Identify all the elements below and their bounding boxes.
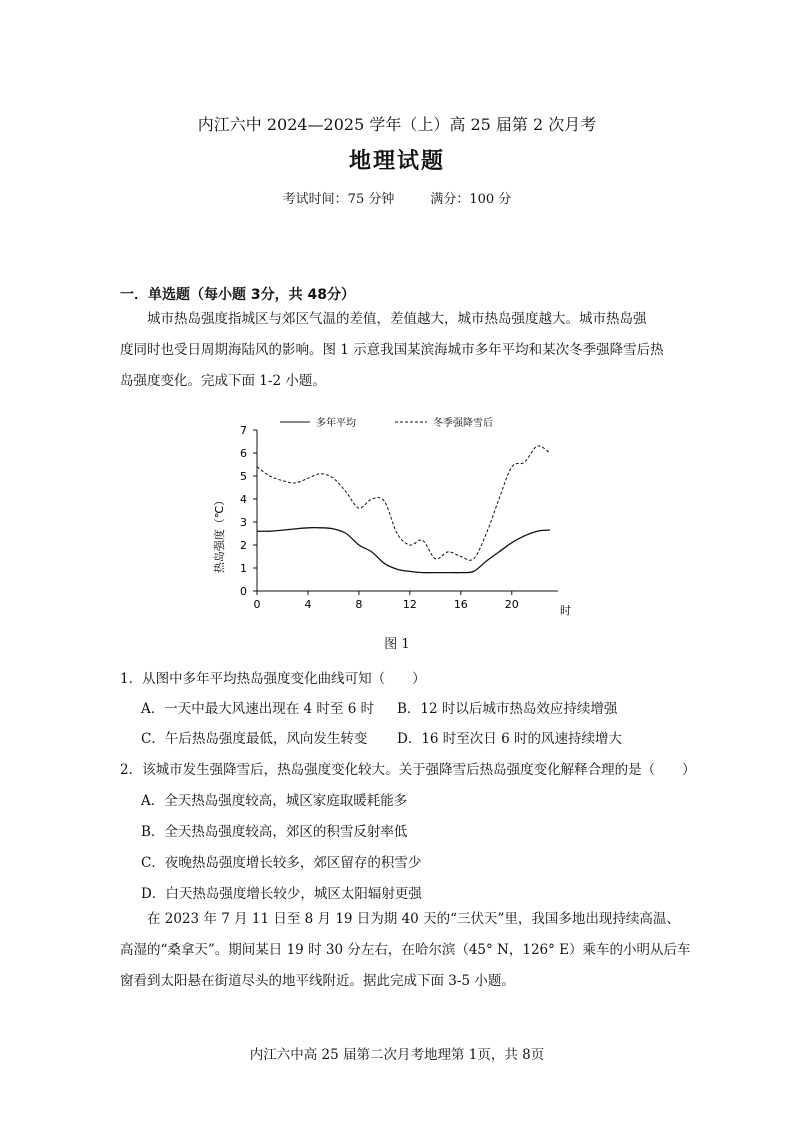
chart-legend [280, 416, 493, 429]
intro-line: 度同时也受日周期海陆风的影响。图 1 示意我国某滨海城市多年平均和某次冬季强降雪后热 [120, 342, 664, 358]
intro2-line: 窗看到太阳悬在街道尽头的地平线附近。据此完成下面 3-5 小题。 [120, 973, 515, 989]
x-tick-label: 20 [504, 598, 519, 611]
series-line-snow [257, 446, 550, 560]
x-tick-label: 8 [355, 598, 363, 611]
x-tick-label: 16 [453, 598, 468, 611]
y-tick-label: 2 [240, 539, 247, 552]
intro2-line: 高湿的“桑拿天”。期间某日 19 时 30 分左右，在哈尔滨（45° N，126° E）乘车的小明从后车 [120, 942, 691, 958]
heat-island-chart [205, 408, 585, 623]
x-tick-label: 0 [253, 598, 261, 611]
intro-paragraph-2 [120, 904, 691, 997]
exam-header-line: 内江六中 2024—2025 学年（上）高 25 届第 2 次月考 [197, 115, 597, 134]
y-tick-label: 1 [240, 562, 247, 575]
q1-option-d: D．16 时至次日 6 时的风速持续增大 [397, 731, 622, 747]
chart-series [257, 446, 550, 573]
figure-caption: 图 1 [384, 637, 410, 652]
intro-paragraph-1 [120, 304, 686, 397]
q2-option-c: C．夜晚热岛强度增长较多，郊区留存的积雪少 [141, 855, 422, 871]
y-axis-label: 热岛强度（℃） [213, 494, 226, 574]
question-2-stem: 2．该城市发生强降雪后，热岛强度变化较大。关于强降雪后热岛强度变化解释合理的是（ ） [120, 762, 696, 778]
y-tick-label: 5 [240, 470, 247, 483]
section-heading: 一．单选题（每小题 3分，共 48分） [120, 287, 355, 303]
page-title: 地理试题 [348, 148, 445, 174]
intro2-line: 在 2023 年 7 月 11 日至 8 月 19 日为期 40 天的“三伏天”里，我国多地出现持续高温、 [147, 911, 680, 927]
chart-ticks [240, 424, 519, 611]
q2-option-a: A．全天热岛强度较高，城区家庭取暖耗能多 [141, 793, 408, 809]
y-tick-label: 3 [240, 516, 247, 529]
legend-label-average: 多年平均 [316, 418, 356, 429]
question-1-stem: 1．从图中多年平均热岛强度变化曲线可知（ ） [120, 671, 426, 687]
legend-label-snow: 冬季强降雪后 [433, 418, 493, 429]
exam-time: 考试时间：75 分钟 [282, 192, 395, 207]
series-line-average [257, 528, 550, 573]
q1-option-b: B．12 时以后城市热岛效应持续增强 [397, 701, 618, 717]
y-tick-label: 7 [240, 424, 247, 437]
x-tick-label: 12 [402, 598, 417, 611]
intro-line: 城市热岛强度指城区与郊区气温的差值，差值越大，城市热岛强度越大。城市热岛强 [147, 311, 647, 327]
y-tick-label: 0 [240, 585, 247, 598]
intro-line: 岛强度变化。完成下面 1-2 小题。 [120, 373, 326, 389]
x-tick-label: 4 [304, 598, 312, 611]
q1-option-a: A．一天中最大风速出现在 4 时至 6 时 [141, 701, 375, 717]
chart-axes [257, 430, 558, 591]
q2-option-d: D．白天热岛强度增长较少，城区太阳辐射更强 [141, 886, 422, 902]
exam-score: 满分：100 分 [430, 192, 512, 207]
q2-option-b: B．全天热岛强度较高，郊区的积雪反射率低 [141, 824, 408, 840]
q1-option-c: C．午后热岛强度最低，风向发生转变 [141, 731, 368, 747]
y-tick-label: 6 [240, 447, 247, 460]
page-footer: 内江六中高 25 届第二次月考地理第 1页，共 8页 [249, 1047, 545, 1063]
exam-meta [0, 188, 794, 207]
y-tick-label: 4 [240, 493, 247, 506]
x-axis-label: 时 [560, 604, 571, 617]
